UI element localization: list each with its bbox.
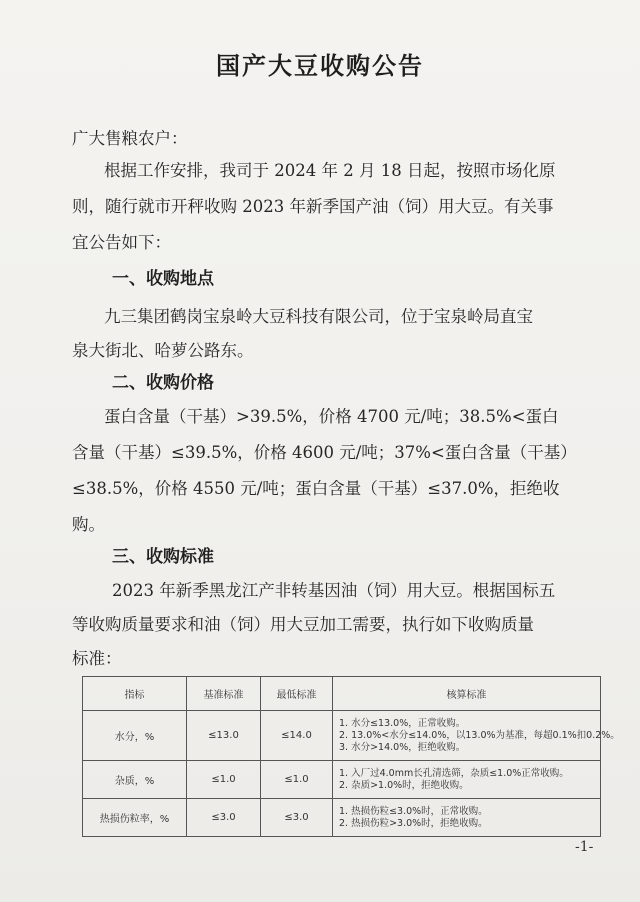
price-line-3: ≤38.5%，价格 4550 元/吨；蛋白含量（干基）≤37.0%，拒绝收 (72, 479, 560, 498)
table-header-row (83, 677, 601, 711)
cell-indicator: 杂质，% (83, 761, 187, 799)
price-line-2: 含量（干基）≤39.5%，价格 4600 元/吨；37%<蛋白含量（干基） (72, 443, 577, 462)
header-indicator: 指标 (83, 677, 187, 711)
intro-line-1: 根据工作安排，我司于 2024 年 2 月 18 日起，按照市场化原 (104, 161, 556, 180)
table-row (83, 799, 601, 837)
rule-line: 1. 热损伤粒≤3.0%时，正常收购。 (339, 805, 488, 817)
cell-base: ≤1.0 (187, 761, 261, 799)
cell-rules (333, 761, 601, 799)
cell-min: ≤1.0 (261, 761, 333, 799)
location-line-1: 九三集团鹤岗宝泉岭大豆科技有限公司，位于宝泉岭局直宝 (104, 307, 533, 326)
table-row (83, 761, 601, 799)
cell-indicator: 水分，% (83, 711, 187, 761)
cell-min: ≤14.0 (261, 711, 333, 761)
cell-base: ≤13.0 (187, 711, 261, 761)
header-base-standard: 基准标准 (187, 677, 261, 711)
location-line-2: 泉大街北、哈萝公路东。 (72, 341, 254, 360)
header-min-standard: 最低标准 (261, 677, 333, 711)
standard-line-3: 标准： (72, 649, 122, 668)
section-heading-standard: 三、收购标准 (112, 547, 214, 567)
quality-standard-table (82, 676, 620, 837)
section-heading-location: 一、收购地点 (112, 269, 214, 289)
intro-line-3: 宜公告如下： (72, 233, 171, 252)
rule-line: 1. 入厂过4.0mm长孔清选筛，杂质≤1.0%正常收购。 (339, 767, 569, 779)
standard-line-1: 2023 年新季黑龙江产非转基因油（饲）用大豆。根据国标五 (112, 581, 556, 600)
cell-rules (333, 799, 601, 837)
rule-line: 3. 水分>14.0%，拒绝收购。 (339, 741, 466, 753)
price-line-1: 蛋白含量（干基）>39.5%，价格 4700 元/吨；38.5%<蛋白 (104, 407, 559, 426)
table-row (83, 711, 601, 761)
price-line-4: 购。 (72, 515, 105, 534)
section-heading-price: 二、收购价格 (112, 373, 214, 393)
salutation: 广大售粮农户： (72, 129, 188, 148)
intro-line-2: 则，随行就市开秤收购 2023 年新季国产油（饲）用大豆。有关事 (72, 197, 554, 216)
header-accounting-standard: 核算标准 (333, 677, 601, 711)
rule-line: 2. 热损伤粒>3.0%时，拒绝收购。 (339, 817, 488, 829)
cell-rules (333, 711, 620, 761)
rule-line: 2. 杂质>1.0%时，拒绝收购。 (339, 779, 469, 791)
cell-indicator: 热损伤粒率，% (83, 799, 187, 837)
rule-line: 2. 13.0%<水分≤14.0%，以13.0%为基准，每超0.1%扣0.2%。 (339, 729, 620, 741)
rule-line: 1. 水分≤13.0%，正常收购。 (339, 717, 466, 729)
standard-line-2: 等收购质量要求和油（饲）用大豆加工需要，执行如下收购质量 (72, 615, 534, 634)
cell-min: ≤3.0 (261, 799, 333, 837)
document-title: 国产大豆收购公告 (216, 52, 424, 80)
cell-base: ≤3.0 (187, 799, 261, 837)
page-number: -1- (575, 839, 594, 855)
